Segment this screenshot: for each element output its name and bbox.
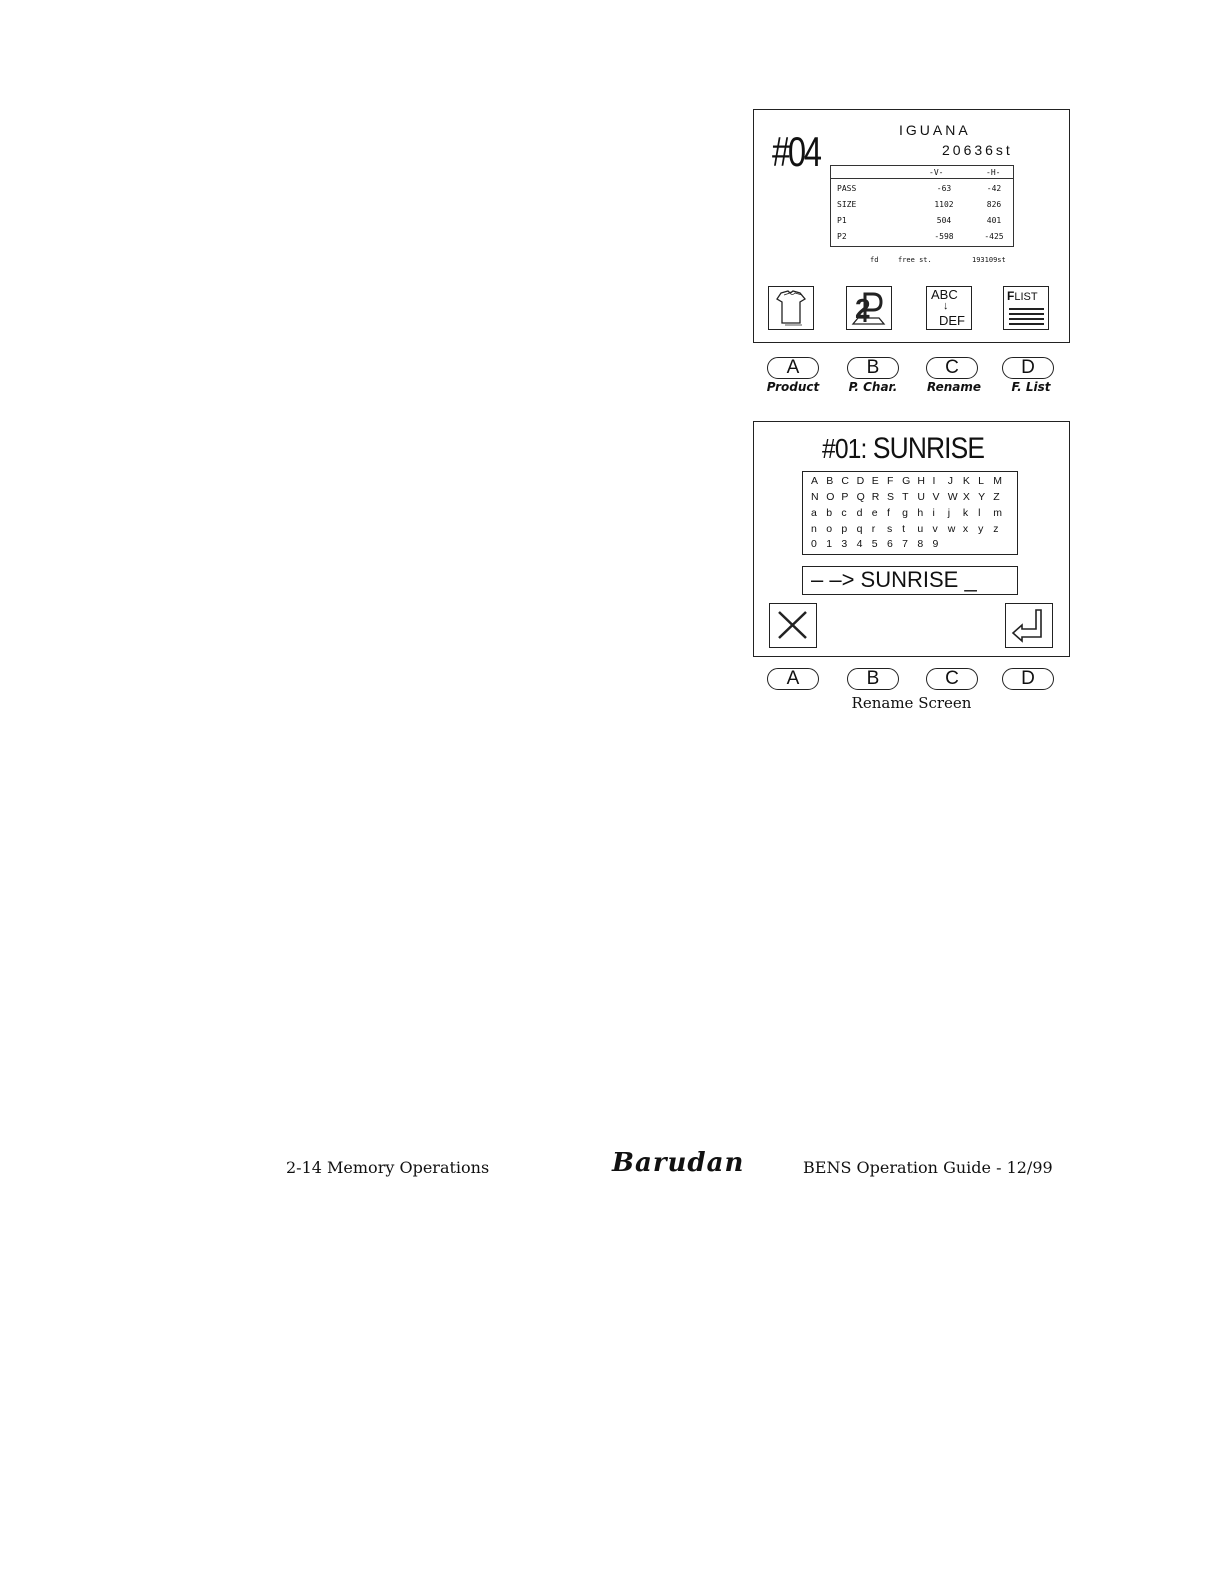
char-cell[interactable]: o: [826, 523, 833, 535]
design-info-screen: [753, 109, 1070, 343]
enter-icon[interactable]: [1005, 603, 1053, 648]
rename-icon-bottom-text: DEF: [939, 313, 965, 328]
char-cell[interactable]: E: [871, 475, 879, 487]
char-cell[interactable]: n: [811, 523, 817, 535]
char-cell[interactable]: x: [962, 523, 969, 535]
key-label-f-list: F. List: [1011, 380, 1051, 394]
row-label: PASS: [837, 184, 857, 193]
function-keys-row-1: [753, 355, 1070, 394]
footer-page-label: 2-14 Memory Operations: [286, 1158, 490, 1177]
row-label: P2: [837, 232, 847, 241]
cancel-icon[interactable]: [769, 603, 817, 648]
column-header-v: -V-: [929, 168, 944, 177]
key-d-enter[interactable]: D: [1002, 668, 1054, 690]
arrow-down-icon: ↓: [943, 300, 949, 312]
char-cell[interactable]: m: [993, 507, 1002, 519]
row-v-value: 1102: [934, 200, 954, 209]
char-cell[interactable]: V: [932, 491, 940, 503]
char-cell[interactable]: G: [902, 475, 911, 487]
char-cell[interactable]: R: [871, 491, 880, 503]
char-cell[interactable]: 7: [902, 538, 908, 550]
char-cell[interactable]: 0: [811, 538, 817, 550]
char-cell[interactable]: 3: [841, 538, 848, 550]
char-row: [811, 475, 1008, 491]
char-cell[interactable]: B: [826, 475, 834, 487]
table-row: [831, 184, 1013, 198]
char-cell[interactable]: j: [947, 507, 951, 519]
table-row: [831, 200, 1013, 214]
table-row: [831, 216, 1013, 230]
footer-guide-label: BENS Operation Guide - 12/99: [803, 1158, 1053, 1177]
design-data-table: [830, 165, 1014, 247]
char-cell[interactable]: K: [962, 475, 970, 487]
char-cell[interactable]: P: [841, 491, 849, 503]
flist-icon: [1003, 286, 1049, 330]
char-cell[interactable]: W: [947, 491, 958, 503]
key-c[interactable]: C: [926, 668, 978, 690]
row-h-value: 401: [986, 216, 1002, 225]
char-cell[interactable]: l: [978, 507, 981, 519]
char-cell[interactable]: p: [841, 523, 848, 535]
char-cell[interactable]: t: [902, 523, 906, 535]
char-cell[interactable]: I: [932, 475, 936, 487]
fd-label: fd: [870, 256, 879, 264]
barudan-logo: Barudan: [612, 1148, 745, 1178]
char-cell[interactable]: f: [886, 507, 890, 519]
char-cell[interactable]: Q: [856, 491, 865, 503]
p-char-icon: [846, 286, 892, 330]
char-cell[interactable]: C: [841, 475, 849, 487]
rename-input-field[interactable]: – –> SUNRISE _: [802, 566, 1018, 595]
char-cell[interactable]: d: [856, 507, 863, 519]
char-row: [811, 523, 1008, 539]
char-row: [811, 507, 1008, 523]
char-cell[interactable]: 9: [932, 538, 939, 550]
figure-caption: Rename Screen: [851, 694, 972, 712]
char-cell[interactable]: N: [811, 491, 819, 503]
rename-screen: [753, 421, 1070, 657]
char-cell[interactable]: 8: [917, 538, 924, 550]
char-cell[interactable]: v: [932, 523, 938, 535]
char-cell[interactable]: 1: [826, 538, 833, 550]
char-cell[interactable]: a: [811, 507, 817, 519]
char-cell[interactable]: H: [917, 475, 925, 487]
char-cell[interactable]: T: [902, 491, 909, 503]
free-stitch-label: free st.: [898, 256, 932, 264]
key-label-product: Product: [766, 380, 820, 394]
row-label: SIZE: [837, 200, 857, 209]
char-cell[interactable]: r: [871, 523, 876, 535]
char-cell[interactable]: Y: [978, 491, 986, 503]
char-cell[interactable]: y: [978, 523, 984, 535]
row-h-value: 826: [986, 200, 1002, 209]
key-label-p-char: P. Char.: [848, 380, 898, 394]
rename-title: [822, 432, 984, 466]
design-name: IGUANA: [899, 122, 971, 138]
char-cell[interactable]: b: [826, 507, 833, 519]
char-row: [811, 491, 1008, 507]
char-cell[interactable]: 6: [886, 538, 893, 550]
char-cell[interactable]: F: [886, 475, 894, 487]
rename-abc-def-icon: [926, 286, 972, 330]
key-a-cancel[interactable]: A: [767, 668, 819, 690]
key-b[interactable]: B: [847, 668, 899, 690]
char-cell[interactable]: z: [993, 523, 999, 535]
stitch-count: 20636st: [942, 142, 1013, 158]
row-v-value: -598: [934, 232, 954, 241]
char-cell[interactable]: Z: [993, 491, 1000, 503]
char-cell[interactable]: e: [871, 507, 878, 519]
svg-text:2: 2: [855, 293, 871, 324]
key-b-p-char[interactable]: B: [847, 357, 899, 379]
char-cell[interactable]: g: [902, 507, 908, 519]
flist-icon-text: FLIST: [1007, 289, 1038, 303]
row-label: P1: [837, 216, 847, 225]
char-cell[interactable]: A: [811, 475, 819, 487]
key-c-rename[interactable]: C: [926, 357, 978, 379]
char-cell[interactable]: L: [978, 475, 984, 487]
char-cell[interactable]: i: [932, 507, 935, 519]
char-cell[interactable]: D: [856, 475, 865, 487]
table-header: [831, 166, 1013, 179]
char-cell[interactable]: 5: [871, 538, 878, 550]
char-cell[interactable]: w: [947, 523, 956, 535]
row-h-value: -425: [984, 232, 1004, 241]
table-row: [831, 232, 1013, 246]
key-d-f-list[interactable]: D: [1002, 357, 1054, 379]
rename-design-name: SUNRISE: [872, 432, 985, 465]
char-cell[interactable]: O: [826, 491, 835, 503]
row-v-value: -63: [936, 184, 952, 193]
char-cell[interactable]: s: [886, 523, 893, 535]
char-cell[interactable]: M: [993, 475, 1002, 487]
rename-design-number: #01:: [822, 433, 867, 464]
char-cell[interactable]: c: [841, 507, 847, 519]
char-cell[interactable]: k: [962, 507, 969, 519]
char-cell[interactable]: h: [917, 507, 924, 519]
char-cell[interactable]: S: [886, 491, 894, 503]
function-keys-row-2: [753, 666, 1070, 692]
char-cell[interactable]: 4: [856, 538, 863, 550]
shirt-icon: [768, 286, 814, 330]
row-v-value: 504: [936, 216, 952, 225]
key-label-rename: Rename: [926, 380, 982, 394]
char-row: [811, 538, 948, 554]
free-stitch-value: 193109st: [972, 256, 1006, 264]
column-header-h: -H-: [986, 168, 1001, 177]
key-a-product[interactable]: A: [767, 357, 819, 379]
rename-icon-top-text: ABC: [931, 287, 958, 302]
design-number: #04: [772, 128, 820, 175]
char-cell[interactable]: X: [962, 491, 970, 503]
character-grid: [802, 471, 1018, 555]
char-cell[interactable]: u: [917, 523, 924, 535]
char-cell[interactable]: U: [917, 491, 925, 503]
char-cell[interactable]: J: [947, 475, 953, 487]
row-h-value: -42: [986, 184, 1002, 193]
char-cell[interactable]: q: [856, 523, 863, 535]
